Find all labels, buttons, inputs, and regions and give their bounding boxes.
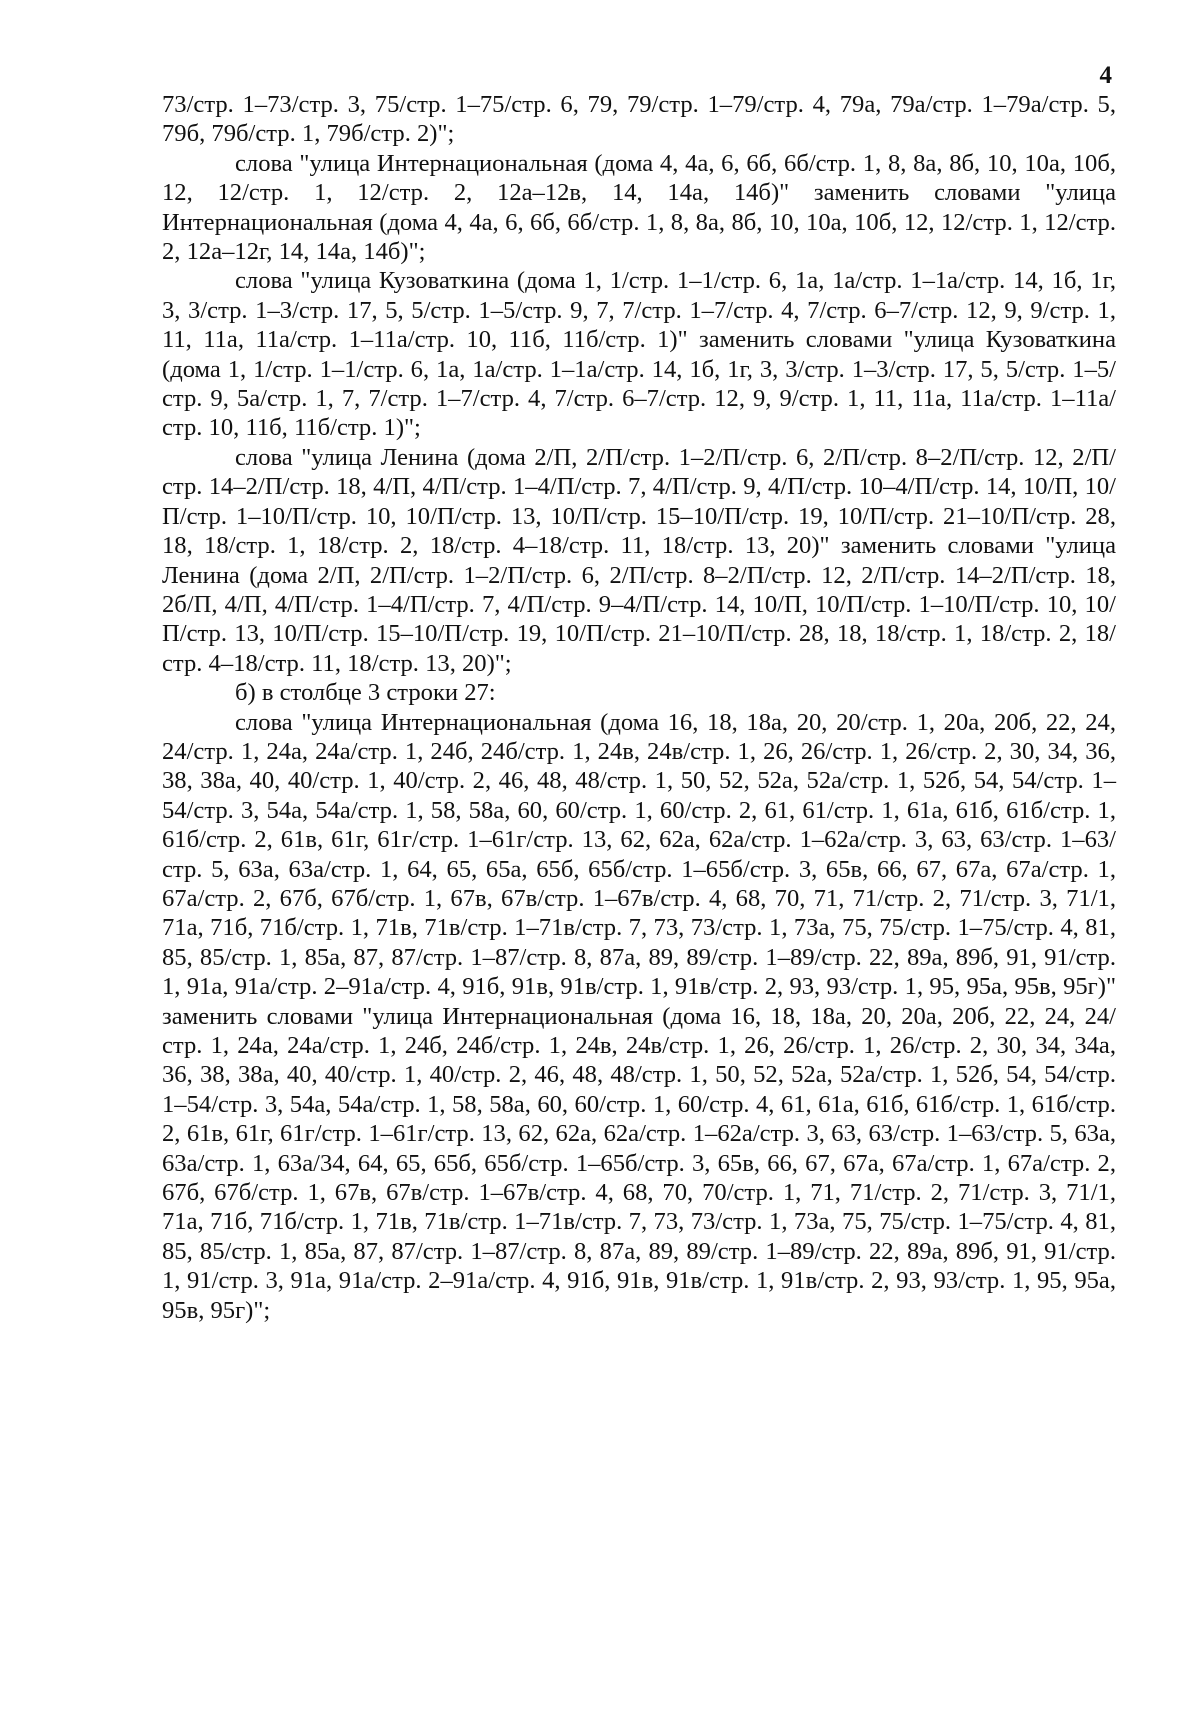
paragraph-amendment-internatsionalnaya-16: слова "улица Интернациональная (дома 16, 18, 18а, 20, 20/стр. 1, 20а, 20б, 22, 24, 24/стр. 1, 24а, 24а/стр. 1, 24б, 24б/стр. 1, 24в, 24в/стр. 1, 26, 26/стр. 1, 26/стр. 2, 30, 34, 36, 38, 38а, 40, 40/стр. 1, 40/стр. 2, 46, 48, 48/стр. 1, 50, 52, 52а, 52а/стр. 1, 52б, 54, 54/стр. 1–54/стр. 3, 54а, 54а/стр. 1, 58, 58а, 60, 60/стр. 1, 60/стр. 2, 61, 61/стр. 1, 61а, 61б, 61б/стр. 1, 61б/стр. 2, 61в, 61г, 61г/стр. 1–61г/стр. 13, 62, 62а, 62а/стр. 1–62а/стр. 3, 63, 63/стр. 1–63/стр. 5, 63а, 63а/стр. 1, 64, 65, 65а, 65б, 65б/стр. 1–65б/стр. 3, 65в, 66, 67, 67а, 67а/стр. 1, 67а/стр. 2, 67б, 67б/стр. 1, 67в, 67в/стр. 1–67в/стр. 4, 68, 70, 71, 71/стр. 2, 71/стр. 3, 71/1, 71а, 71б, 71б/стр. 1, 71в, 71в/стр. 1–71в/стр. 7, 73, 73/стр. 1, 73а, 75, 75/стр. 1–75/стр. 4, 81, 85, 85/стр. 1, 85а, 87, 87/стр. 1–87/стр. 8, 87а, 89, 89/стр. 1–89/стр. 22, 89а, 89б, 91, 91/стр. 1, 91а, 91а/стр. 2–91а/стр. 4, 91б, 91в, 91в/стр. 1, 91в/стр. 2, 93, 93/стр. 1, 95, 95а, 95в, 95г)" заменить словами "улица Интернациональная (дома 16, 18, 18а, 20, 20а, 20б, 22, 24, 24/стр. 1, 24а, 24а/стр. 1, 24б, 24б/стр. 1, 24в, 24в/стр. 1, 26, 26/стр. 1, 26/стр. 2, 30, 34, 34а, 36, 38, 38а, 40, 40/стр. 1, 40/стр. 2, 46, 48, 48/стр. 1, 50, 52, 52а, 52а/стр. 1, 52б, 54, 54/стр. 1–54/стр. 3, 54а, 54а/стр. 1, 58, 58а, 60, 60/стр. 1, 60/стр. 4, 61, 61а, 61б, 61б/стр. 1, 61б/стр. 2, 61в, 61г, 61г/стр. 1–61г/стр. 13, 62, 62а, 62а/стр. 1–62а/стр. 3, 63, 63/стр. 1–63/стр. 5, 63а, 63а/стр. 1, 63а/34, 64, 65, 65б, 65б/стр. 1–65б/стр. 3, 65в, 66, 67, 67а, 67а/стр. 1, 67а/стр. 2, 67б, 67б/стр. 1, 67в, 67в/стр. 1–67в/стр. 4, 68, 70, 70/стр. 1, 71, 71/стр. 2, 71/стр. 3, 71/1, 71а, 71б, 71б/стр. 1, 71в, 71в/стр. 1–71в/стр. 7, 73, 73/стр. 1, 73а, 75, 75/стр. 1–75/стр. 4, 81, 85, 85/стр. 1, 85а, 87, 87/стр. 1–87/стр. 8, 87а, 89, 89/стр. 1–89/стр. 22, 89а, 89б, 91, 91/стр. 1, 91/стр. 3, 91а, 91а/стр. 2–91а/стр. 4, 91б, 91в, 91в/стр. 1, 91в/стр. 2, 93, 93/стр. 1, 95, 95а, 95в, 95г)"; [162,708,1116,1324]
paragraph-amendment-kuzovatkina: слова "улица Кузоваткина (дома 1, 1/стр. 1–1/стр. 6, 1а, 1а/стр. 1–1а/стр. 14, 1б, 1г, 3, 3/стр. 1–3/стр. 17, 5, 5/стр. 1–5/стр. 9, 7, 7/стр. 1–7/стр. 4, 7/стр. 6–7/стр. 12, 9, 9/стр. 1, 11, 11а, 11а/стр. 1–11а/стр. 10, 11б, 11б/стр. 1)" заменить словами "улица Кузоваткина (дома 1, 1/стр. 1–1/стр. 6, 1а, 1а/стр. 1–1а/стр. 14, 1б, 1г, 3, 3/стр. 1–3/стр. 17, 5, 5/стр. 1–5/стр. 9, 5а/стр. 1, 7, 7/стр. 1–7/стр. 4, 7/стр. 6–7/стр. 12, 9, 9/стр. 1, 11, 11а, 11а/стр. 1–11а/стр. 10, 11б, 11б/стр. 1)"; [162,267,1116,442]
paragraph-amendment-lenina: слова "улица Ленина (дома 2/П, 2/П/стр. 1–2/П/стр. 6, 2/П/стр. 8–2/П/стр. 12, 2/П/стр. 14–2/П/стр. 18, 4/П, 4/П/стр. 1–4/П/стр. 7, 4/П/стр. 9, 4/П/стр. 10–4/П/стр. 14, 10/П, 10/П/стр. 1–10/П/стр. 10, 10/П/стр. 13, 10/П/стр. 15–10/П/стр. 19, 10/П/стр. 21–10/П/стр. 28, 18, 18/стр. 1, 18/стр. 2, 18/стр. 4–18/стр. 11, 18/стр. 13, 20)" заменить словами "улица Ленина (дома 2/П, 2/П/стр. 1–2/П/стр. 6, 2/П/стр. 8–2/П/стр. 12, 2/П/стр. 14–2/П/стр. 18, 2б/П, 4/П, 4/П/стр. 1–4/П/стр. 7, 4/П/стр. 9–4/П/стр. 14, 10/П, 10/П/стр. 1–10/П/стр. 10, 10/П/стр. 13, 10/П/стр. 15–10/П/стр. 19, 10/П/стр. 21–10/П/стр. 28, 18, 18/стр. 1, 18/стр. 2, 18/стр. 4–18/стр. 11, 18/стр. 13, 20)"; [162,443,1116,677]
paragraph-continuation: 73/стр. 1–73/стр. 3, 75/стр. 1–75/стр. 6, 79, 79/стр. 1–79/стр. 4, 79а, 79а/стр. 1–79а/стр. 5, 79б, 79б/стр. 1, 79б/стр. 2)"; [162,91,1116,148]
document-body [162,90,1116,1325]
page-number: 4 [1099,62,1112,89]
paragraph-subitem-heading: б) в столбце 3 строки 27: [235,679,496,707]
paragraph-amendment-internatsionalnaya-4: слова "улица Интернациональная (дома 4, 4а, 6, 6б, 6б/стр. 1, 8, 8а, 8б, 10, 10а, 10б, 12, 12/стр. 1, 12/стр. 2, 12а–12в, 14, 14а, 14б)" заменить словами "улица Интернациональная (дома 4, 4а, 6, 6б, 6б/стр. 1, 8, 8а, 8б, 10, 10а, 10б, 12, 12/стр. 1, 12/стр. 2, 12а–12г, 14, 14а, 14б)"; [162,149,1116,266]
